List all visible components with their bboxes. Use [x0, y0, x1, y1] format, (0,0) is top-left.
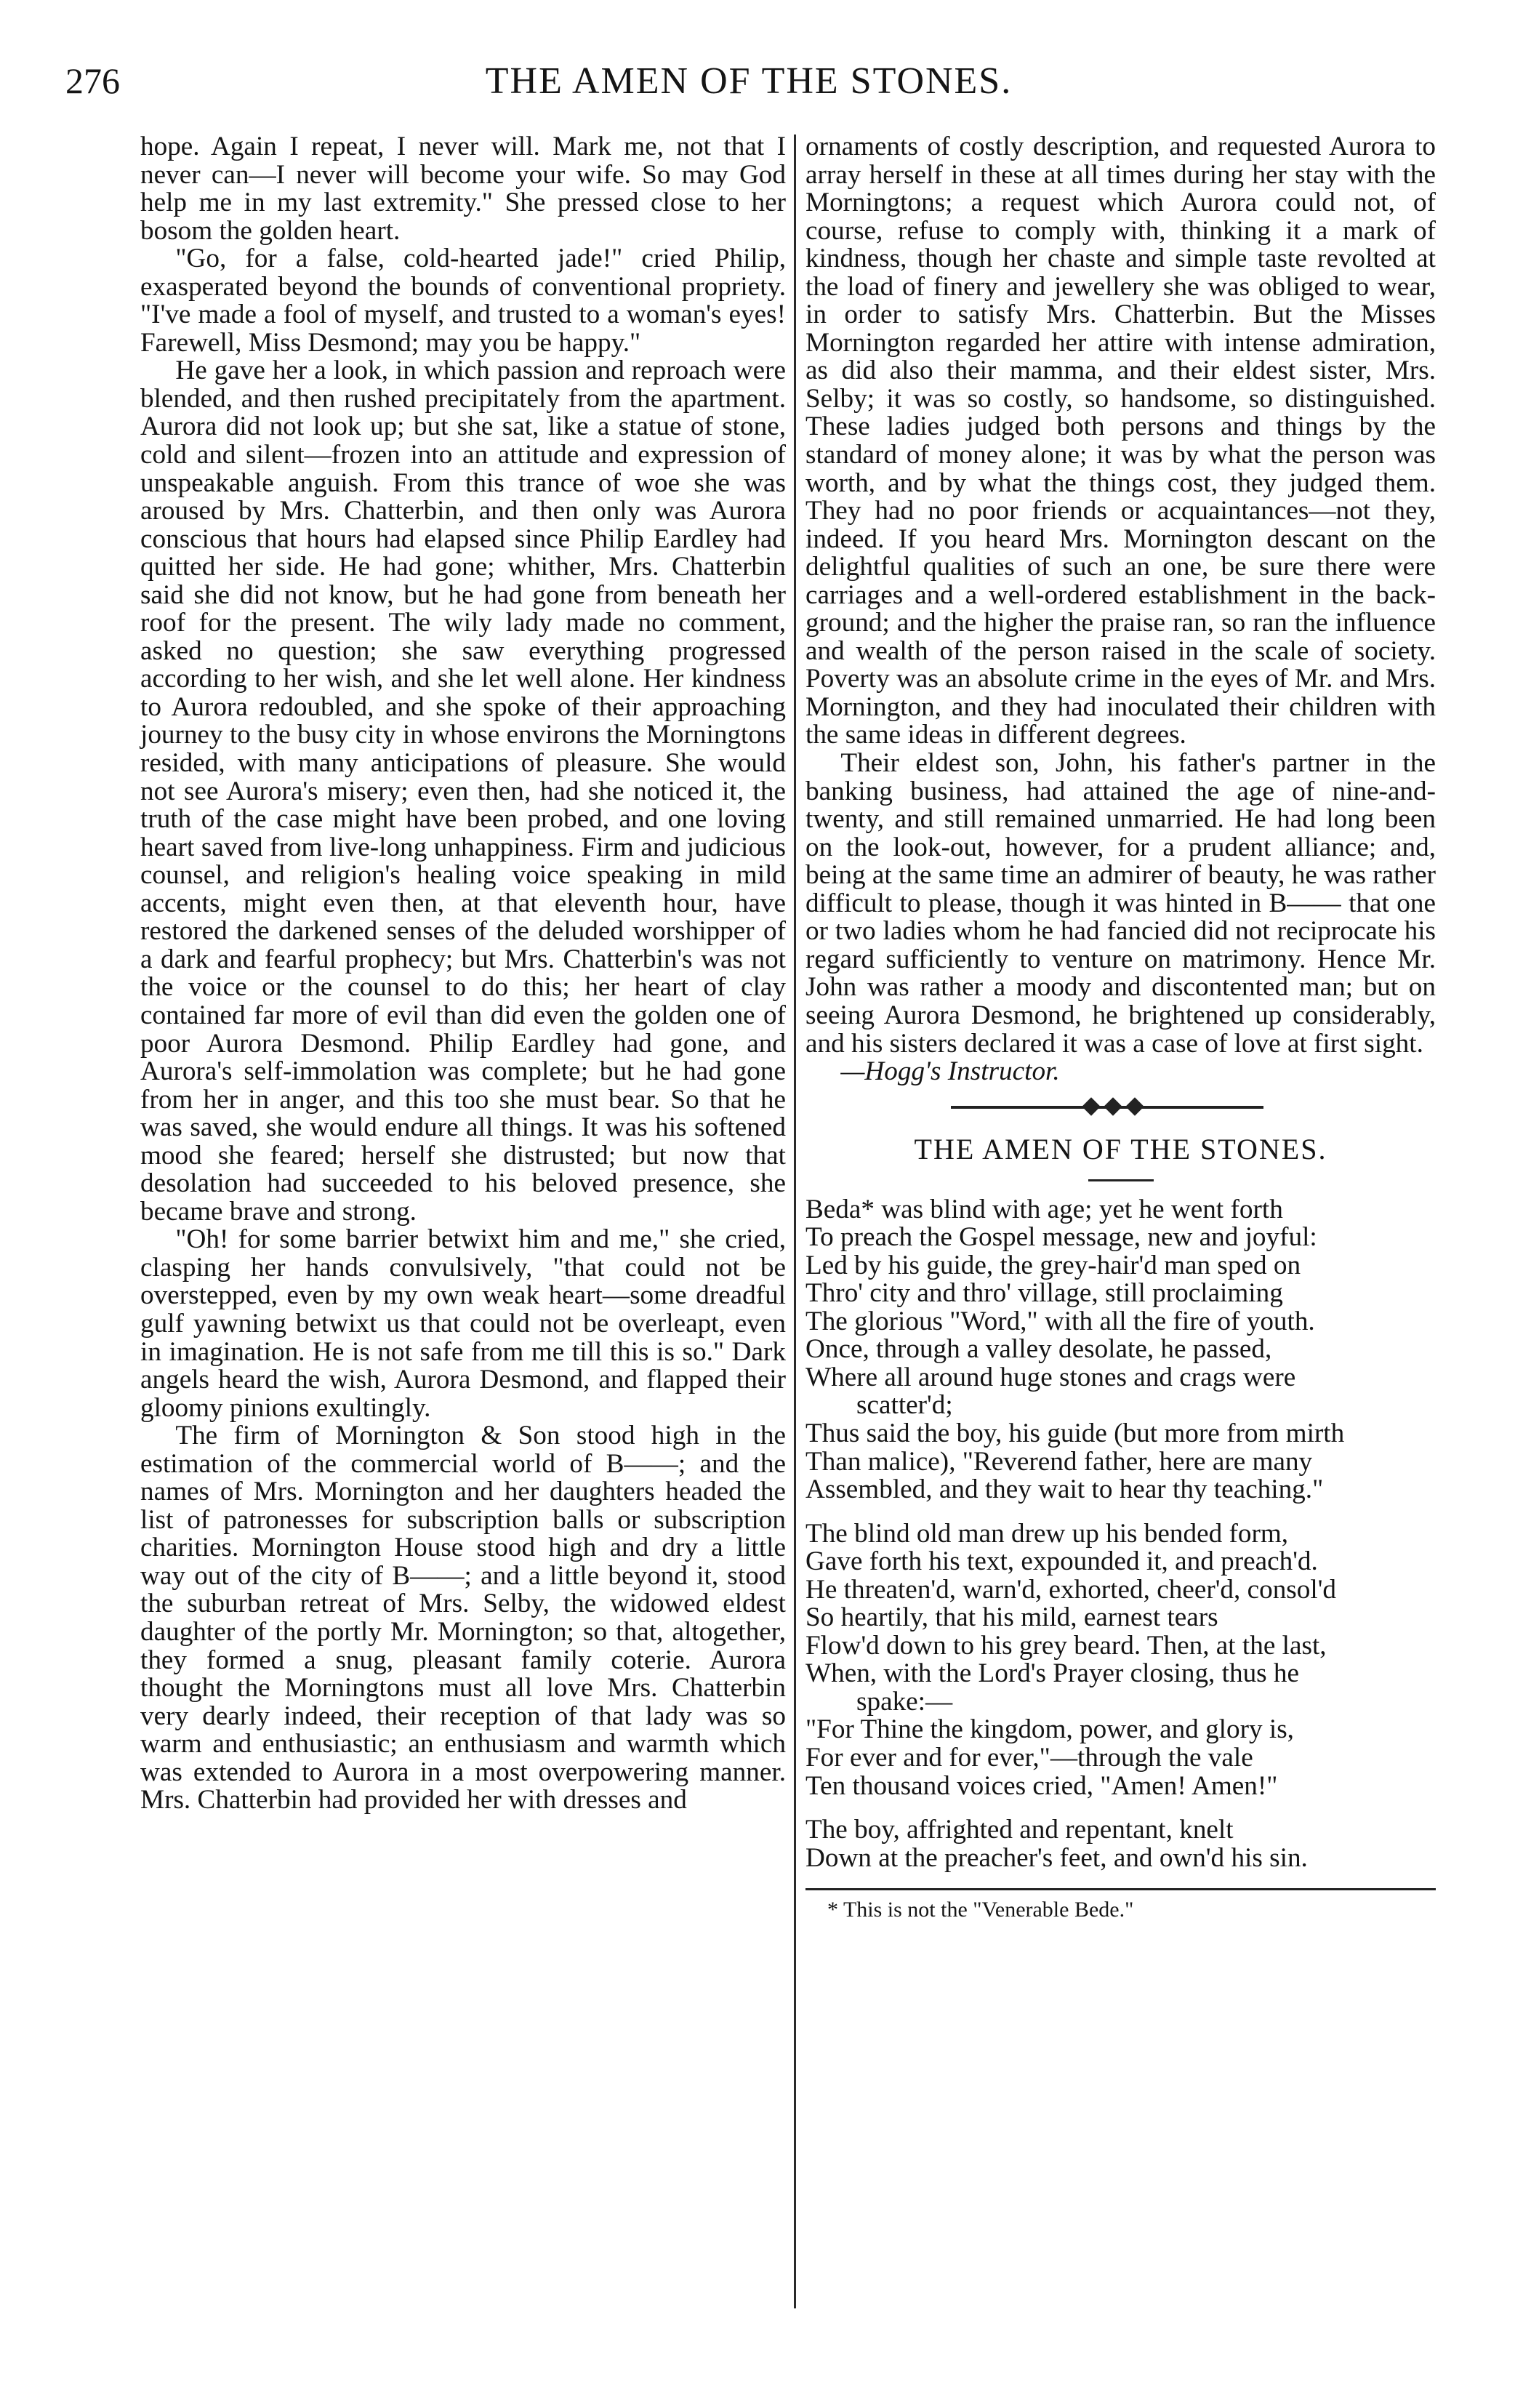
title-rule	[1088, 1179, 1154, 1181]
poem-line: spake:—	[856, 1686, 953, 1717]
poem-line: Led by his guide, the grey-hair'd man sped on	[805, 1250, 1301, 1280]
poem-title: THE AMEN OF THE STONES.	[914, 1132, 1327, 1165]
poem-line: Once, through a valley desolate, he passed,	[805, 1334, 1272, 1365]
paragraph: "Go, for a false, cold-hearted jade!" cried Philip, exasperated beyond the bounds of conventional propriety. "I've made a fool of myself, and trusted to a woman's eyes! Farewell, Miss Desmond; may you be happy."	[140, 244, 786, 358]
paragraph: He gave her a look, in which passion and reproach were blended, and then rushed precipitately from the apartment. Aurora did not look up; but she sat, like a statue of stone, cold and silent—frozen into an attitude and expression of unspeakable anguish. From this trance of woe she was aroused by Mrs. Chatterbin, and then only was Aurora conscious that hours had elapsed since Philip Eardley had quitted her side. He had gone; whither, Mrs. Chatterbin said she did not know, but he had gone from beneath her roof for the present. The wily lady made no comment, asked no question; she saw everything progressed according to her wish, and she let well alone. Her kindness to Aurora redoubled, and she spoke of their approaching journey to the busy city in whose environs the Morningtons resided, with many anticipations of pleasure. She would not see Aurora's misery; even then, had she noticed it, the truth of the case might have been probed, and one loving heart saved from live-long unhappiness. Firm and judicious counsel, and religion's healing voice speaking in mild accents, might even then, at that eleventh hour, have restored the darkened senses of the deluded worshipper of a dark and fearful prophecy; but Mrs. Chatterbin's was not the voice or the counsel to do this; her heart of clay contained far more of evil than did even the golden one of poor Aurora Desmond. Philip Eardley had gone, and Aurora's self-immolation was complete; but he had gone from her in anger, and this too she must bear. So that he was saved, she would endure all things. It was his softened mood she feared; herself she distrusted; but now that desolation had succeeded to his beloved presence, she became brave and strong.	[140, 356, 786, 1227]
footnote: * This is not the "Venerable Bede."	[827, 1898, 1134, 1922]
poem-line: The blind old man drew up his bended form,	[805, 1518, 1289, 1549]
poem-line: When, with the Lord's Prayer closing, thus he	[805, 1658, 1300, 1689]
poem-line: So heartily, that his mild, earnest tears	[805, 1602, 1218, 1633]
poem-line: scatter'd;	[856, 1390, 953, 1421]
paragraph: hope. Again I repeat, I never will. Mark me, not that I never can—I never will become your wife. So may God help me in my last extremity." She pressed close to her bosom the golden heart.	[140, 132, 786, 246]
poem-line: Thus said the boy, his guide (but more from mirth	[805, 1418, 1345, 1448]
left-column	[140, 133, 786, 1815]
diamond-ornament-icon	[1125, 1097, 1144, 1115]
poem-line: The boy, affrighted and repentant, knelt	[805, 1815, 1234, 1845]
paragraph: Their eldest son, John, his father's partner in the banking business, had attained the age of nine-and-twenty, and still remained unmarried. He had long been on the look-out, however, for a prudent alliance; and, being at the same time an admirer of beauty, he was rather difficult to please, though it was hinted in B—— that one or two ladies whom he had fancied did not reciprocate his regard sufficiently to venture on matrimony. Hence Mr. John was rather a moody and discontented man; but on seeing Aurora Desmond, he brightened up considerably, and his sisters declared it was a case of love at first sight.	[805, 748, 1436, 1059]
right-column	[805, 133, 1436, 1922]
poem-stanza	[805, 1196, 1436, 1504]
column-divider	[794, 135, 796, 2308]
poem-line: "For Thine the kingdom, power, and glory is,	[805, 1714, 1294, 1745]
poem-line: Gave forth his text, expounded it, and preach'd.	[805, 1546, 1318, 1577]
poem-line: Thro' city and thro' village, still proclaiming	[805, 1278, 1283, 1309]
paragraph: The firm of Mornington & Son stood high in the estimation of the commercial world of B——; and the names of Mrs. Mornington and her daughters headed the list of patronesses for subscription balls or subscription charities. Mornington House stood high and dry a little way out of the city of B——; and a little beyond it, stood the suburban retreat of Mrs. Selby, the widowed eldest daughter of the portly Mr. Mornington; so that, altogether, they formed a snug, pleasant family coterie. Aurora thought the Morningtons must all love Mrs. Chatterbin very dearly indeed, their reception of that lady was so warm and enthusiastic; an enthusiasm and warmth which was extended to Aurora in a most overpowering manner. Mrs. Chatterbin had provided her with dresses and	[140, 1421, 786, 1815]
poem-line: Down at the preacher's feet, and own'd his sin.	[805, 1842, 1308, 1873]
poem-line: The glorious "Word," with all the fire of youth.	[805, 1306, 1315, 1336]
diamond-ornament-icon	[1104, 1097, 1122, 1115]
page-header	[65, 60, 1432, 111]
poem-line: Assembled, and they wait to hear thy teaching."	[805, 1474, 1324, 1505]
poem-line: Where all around huge stones and crags were	[805, 1362, 1296, 1392]
poem-line: Beda* was blind with age; yet he went forth	[805, 1194, 1283, 1224]
diamond-ornament-icon	[1082, 1097, 1100, 1115]
section-divider-ornament	[805, 1096, 1436, 1118]
poem-stanza	[805, 1520, 1436, 1800]
poem-line: Than malice), "Reverend father, here are many	[805, 1446, 1313, 1477]
poem-line: Ten thousand voices cried, "Amen! Amen!"	[805, 1770, 1278, 1801]
poem-stanza	[805, 1816, 1436, 1872]
paragraph: "Oh! for some barrier betwixt him and me," she cried, clasping her hands convulsively, "that could not be overstepped, even by my own weak heart—some dreadful gulf yawning betwixt us that could not be overleapt, even in imagination. He is not safe from me till this is so." Dark angels heard the wish, Aurora Desmond, and flapped their gloomy pinions exultingly.	[140, 1224, 786, 1423]
footnote-rule	[805, 1888, 1436, 1890]
page-number: 276	[65, 60, 120, 101]
running-title: THE AMEN OF THE STONES.	[485, 60, 1013, 102]
paragraph: ornaments of costly description, and requested Aurora to array herself in these at all times during her stay with the Morningtons; a request which Aurora could not, of course, refuse to comply with, thinking it a mark of kindness, though her chaste and simple taste revolted at the load of finery and jewellery she was obliged to wear, in order to satisfy Mrs. Chatterbin. But the Misses Mornington regarded her attire with intense admiration, as did also their mamma, and their eldest sister, Mrs. Selby; it was so costly, so handsome, so distinguished. These ladies judged both persons and things by the standard of money alone; it was by what the person was worth, and by what the things cost, they judged them. They had no poor friends or acquaintances—not they, indeed. If you heard Mrs. Mornington descant on the delightful qualities of such an one, be sure there were carriages and a well-ordered establishment in the back-ground; and the higher the praise ran, so ran the influence and wealth of the person raised in the scale of society. Poverty was an absolute crime in the eyes of Mr. and Mrs. Mornington, and they had inoculated their children with the same ideas in different degrees.	[805, 132, 1436, 750]
poem-line: Flow'd down to his grey beard. Then, at the last,	[805, 1630, 1327, 1661]
poem-line: To preach the Gospel message, new and joyful:	[805, 1222, 1317, 1253]
source-byline: —Hogg's Instructor.	[840, 1056, 1060, 1087]
poem-line: He threaten'd, warn'd, exhorted, cheer'd, consol'd	[805, 1574, 1336, 1605]
poem-line: For ever and for ever,"—through the vale	[805, 1742, 1253, 1773]
